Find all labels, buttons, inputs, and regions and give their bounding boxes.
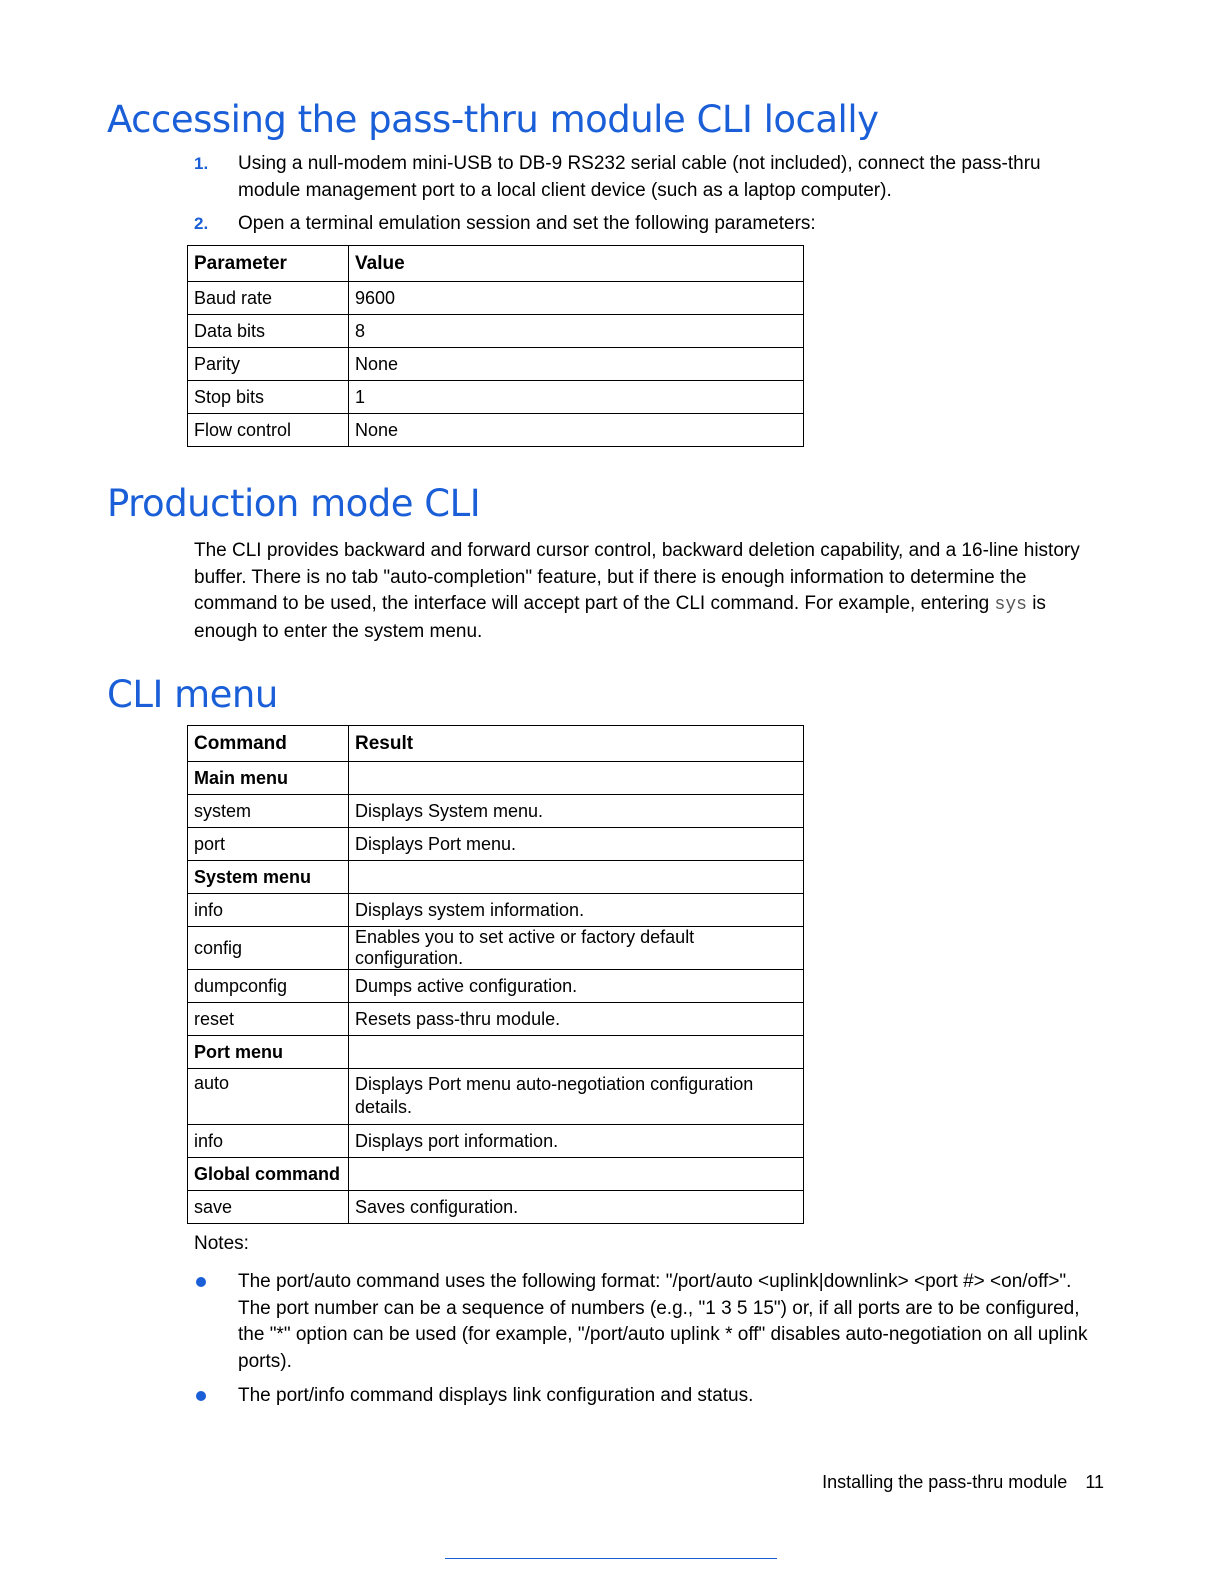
bullet-dot-icon bbox=[196, 1277, 206, 1287]
result-cell: Displays system information. bbox=[349, 894, 804, 927]
command-cell: dumpconfig bbox=[188, 970, 349, 1003]
command-cell: info bbox=[188, 1125, 349, 1158]
step-2 bbox=[194, 210, 1094, 237]
command-cell: info bbox=[188, 894, 349, 927]
note-bullet-2 bbox=[194, 1383, 1106, 1410]
table-row bbox=[188, 894, 804, 927]
note-text: The port/info command displays link configuration and status. bbox=[238, 1385, 754, 1406]
column-header-command: Command bbox=[188, 726, 349, 762]
table-row bbox=[188, 795, 804, 828]
group-label-cell: System menu bbox=[188, 861, 349, 894]
group-label-cell: Port menu bbox=[188, 1036, 349, 1069]
table-header-row bbox=[188, 726, 804, 762]
paragraph-text: is enough to enter the system menu. bbox=[194, 593, 1046, 642]
table-row bbox=[188, 381, 804, 414]
section-title-accessing-cli: Accessing the pass-thru module CLI locally bbox=[107, 98, 879, 141]
result-cell: Dumps active configuration. bbox=[349, 970, 804, 1003]
paragraph-text: The CLI provides backward and forward cursor control, backward deletion capability, and a 16-line history buffer. There is no tab "auto-completion" feature, but if there is enough information to determine the command to be used, the interface will accept part of the CLI command. For example, entering bbox=[194, 540, 1080, 614]
parameter-cell: Data bits bbox=[188, 315, 349, 348]
command-cell: reset bbox=[188, 1003, 349, 1036]
code-sample: sys bbox=[994, 595, 1027, 615]
step-number: 2. bbox=[194, 214, 209, 233]
result-cell: Displays port information. bbox=[349, 1125, 804, 1158]
bullet-dot-icon bbox=[196, 1391, 206, 1401]
page-number: 11 bbox=[1085, 1472, 1104, 1492]
result-cell bbox=[349, 762, 804, 795]
table-row bbox=[188, 1125, 804, 1158]
command-cell: system bbox=[188, 795, 349, 828]
value-cell: None bbox=[349, 414, 804, 447]
notes-label: Notes: bbox=[194, 1233, 249, 1254]
result-cell: Displays System menu. bbox=[349, 795, 804, 828]
table-row bbox=[188, 282, 804, 315]
table-row bbox=[188, 414, 804, 447]
table-group-row bbox=[188, 1036, 804, 1069]
note-bullet-1 bbox=[194, 1269, 1106, 1375]
footer-chapter-title: Installing the pass-thru module bbox=[822, 1472, 1068, 1492]
table-row bbox=[188, 348, 804, 381]
table-group-row bbox=[188, 1158, 804, 1191]
table-row bbox=[188, 1003, 804, 1036]
command-cell: auto bbox=[188, 1069, 349, 1125]
result-cell bbox=[349, 1158, 804, 1191]
command-cell: save bbox=[188, 1191, 349, 1224]
column-header-value: Value bbox=[349, 246, 804, 282]
production-mode-paragraph bbox=[194, 538, 1106, 645]
table-row bbox=[188, 828, 804, 861]
step-text: Open a terminal emulation session and set the following parameters: bbox=[238, 213, 816, 234]
value-cell: None bbox=[349, 348, 804, 381]
result-cell: Saves configuration. bbox=[349, 1191, 804, 1224]
parameter-cell: Flow control bbox=[188, 414, 349, 447]
table-row bbox=[188, 970, 804, 1003]
table-group-row bbox=[188, 861, 804, 894]
section-title-production-mode: Production mode CLI bbox=[107, 482, 481, 525]
table-header-row bbox=[188, 246, 804, 282]
group-label-cell: Main menu bbox=[188, 762, 349, 795]
result-cell: Displays Port menu auto-negotiation configuration details. bbox=[349, 1069, 804, 1125]
table-row bbox=[188, 1069, 804, 1125]
note-text: The port/auto command uses the following format: "/port/auto <uplink|downlink> <port #> <on/off>". The port number can be a sequence of numbers (e.g., "1 3 5 15") or, if all ports are to be configured, the "*" option can be used (for example, "/port/auto uplink * off" disables auto-negotiation on all uplink ports). bbox=[238, 1271, 1088, 1372]
parameter-cell: Baud rate bbox=[188, 282, 349, 315]
terminal-parameters-table bbox=[187, 245, 804, 447]
value-cell: 1 bbox=[349, 381, 804, 414]
result-cell bbox=[349, 1036, 804, 1069]
value-cell: 9600 bbox=[349, 282, 804, 315]
command-cell: port bbox=[188, 828, 349, 861]
command-cell: config bbox=[188, 927, 349, 970]
parameter-cell: Parity bbox=[188, 348, 349, 381]
step-text: Using a null-modem mini-USB to DB-9 RS232 serial cable (not included), connect the pass-thru module management port to a local client device (such as a laptop computer). bbox=[238, 153, 1041, 201]
page-footer bbox=[822, 1472, 1104, 1493]
cli-menu-table bbox=[187, 725, 804, 1224]
bottom-divider bbox=[445, 1558, 777, 1559]
result-cell: Resets pass-thru module. bbox=[349, 1003, 804, 1036]
step-number: 1. bbox=[194, 154, 209, 173]
group-label-cell: Global command bbox=[188, 1158, 349, 1191]
section-title-cli-menu: CLI menu bbox=[107, 673, 278, 716]
result-cell bbox=[349, 861, 804, 894]
result-cell: Displays Port menu. bbox=[349, 828, 804, 861]
column-header-result: Result bbox=[349, 726, 804, 762]
value-cell: 8 bbox=[349, 315, 804, 348]
table-row bbox=[188, 1191, 804, 1224]
parameter-cell: Stop bits bbox=[188, 381, 349, 414]
table-row bbox=[188, 315, 804, 348]
table-row bbox=[188, 927, 804, 970]
step-1 bbox=[194, 150, 1094, 204]
result-cell: Enables you to set active or factory default configuration. bbox=[349, 927, 804, 970]
table-group-row bbox=[188, 762, 804, 795]
column-header-parameter: Parameter bbox=[188, 246, 349, 282]
